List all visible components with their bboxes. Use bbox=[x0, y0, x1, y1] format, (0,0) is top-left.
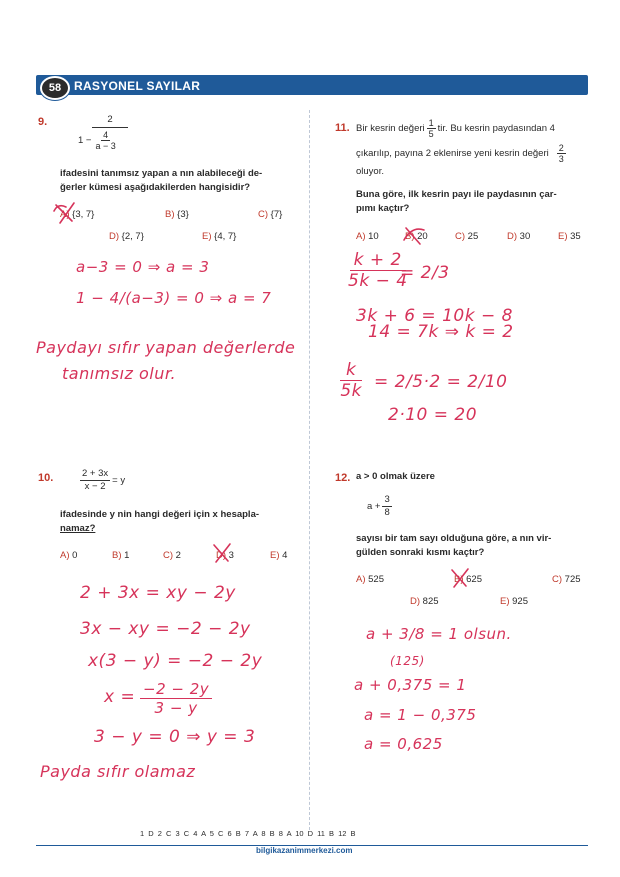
q10-answer-cross-mark bbox=[210, 541, 236, 565]
q9-answer-cross-mark bbox=[52, 199, 82, 225]
q11-option-c[interactable]: C) 25 bbox=[455, 231, 479, 242]
q11-frac1-num: 1 bbox=[428, 118, 434, 128]
q9-option-b[interactable]: B) {3} bbox=[165, 209, 189, 220]
q11-hand-frac2-den: 5k bbox=[340, 381, 363, 401]
question-11-stem bbox=[356, 118, 588, 179]
chapter-title: RASYONEL SAYILAR bbox=[74, 79, 201, 93]
q11-option-d[interactable]: D) 30 bbox=[507, 231, 531, 242]
question-9-expression bbox=[78, 114, 128, 151]
q11-hand-frac2-num: k bbox=[340, 360, 362, 381]
q12-stem-line2: gülden sonraki kısmı kaçtır? bbox=[356, 547, 485, 558]
q9-stem-line2: ğerler kümesi aşağıdakilerden hangisidir? bbox=[60, 182, 251, 193]
q11-hand-result: 2·10 = 20 bbox=[388, 405, 478, 425]
question-12-expression bbox=[367, 494, 394, 519]
question-11-question bbox=[356, 188, 588, 216]
q12-option-a[interactable]: A) 525 bbox=[356, 574, 384, 585]
answer-key: 1 D 2 C 3 C 4 A 5 C 6 B 7 A 8 B 8 A 10 D 11 B 12 B bbox=[140, 829, 356, 838]
q12-hand-line1: a + 3/8 = 1 olsun. bbox=[366, 625, 512, 643]
q9-hand-line2: 1 − 4/(a−3) = 0 ⇒ a = 7 bbox=[76, 289, 272, 307]
q10-expr-denominator: x − 2 bbox=[84, 481, 106, 492]
q9-option-d[interactable]: D) {2, 7} bbox=[109, 231, 144, 242]
q9-hand-line1: a−3 = 0 ⇒ a = 3 bbox=[76, 258, 210, 276]
footer-website: bilgikazanimmerkezi.com bbox=[256, 846, 353, 855]
question-10-stem bbox=[60, 508, 300, 536]
q10-option-d[interactable]: D) 3 bbox=[216, 550, 234, 561]
q11-hand-eq1: = 2/3 bbox=[400, 263, 450, 283]
q10-hand-frac-den: 3 − y bbox=[154, 699, 198, 717]
q10-option-b[interactable]: B) 1 bbox=[112, 550, 130, 561]
q11-option-b[interactable]: B) 20 bbox=[405, 231, 428, 242]
q12-expr-numerator: 3 bbox=[384, 494, 390, 505]
q10-expr-numerator: 2 + 3x bbox=[82, 468, 109, 479]
q12-hand-line4: a = 1 − 0,375 bbox=[364, 706, 477, 724]
q11-line1-b: tir. Bu kesrin paydasından 4 bbox=[437, 122, 555, 134]
q10-hand-line3: x(3 − y) = −2 − 2y bbox=[88, 651, 263, 671]
q11-line1-a: Bir kesrin değeri bbox=[356, 122, 425, 134]
page-number-badge: 58 bbox=[40, 76, 70, 100]
q9-expr-one-minus: 1 − bbox=[78, 135, 92, 146]
q11-question-line1: Buna göre, ilk kesrin payı ile paydasının çar- bbox=[356, 189, 557, 200]
q9-expr-numerator: 2 bbox=[92, 114, 128, 128]
q9-inner-denominator: a − 3 bbox=[95, 141, 116, 151]
q12-option-c[interactable]: C) 725 bbox=[552, 574, 581, 585]
q12-answer-cross-mark bbox=[448, 566, 474, 590]
q11-frac2-num: 2 bbox=[558, 143, 564, 153]
question-12-number: 12. bbox=[335, 472, 351, 484]
q11-option-a[interactable]: A) 10 bbox=[356, 231, 379, 242]
q11-hand-line3: 3k + 6 = 10k − 8 bbox=[356, 306, 513, 326]
q10-hand-fraction bbox=[140, 680, 212, 717]
q12-stem-line1: sayısı bir tam sayı olduğuna göre, a nın vir- bbox=[356, 533, 552, 544]
q12-hand-line2: (125) bbox=[390, 654, 425, 668]
question-12-stem bbox=[356, 532, 588, 560]
q12-hand-line3: a + 0,375 = 1 bbox=[354, 676, 467, 694]
q12-option-e[interactable]: E) 925 bbox=[500, 596, 528, 607]
q11-hand-fraction1 bbox=[348, 250, 408, 291]
question-9-stem bbox=[60, 167, 300, 195]
q11-line3: oluyor. bbox=[356, 166, 384, 177]
q11-question-line2: pımı kaçtır? bbox=[356, 203, 410, 214]
question-11-number: 11. bbox=[335, 122, 350, 134]
q11-hand-line4: 14 = 7k ⇒ k = 2 bbox=[368, 322, 514, 342]
q12-option-d[interactable]: D) 825 bbox=[410, 596, 439, 607]
q9-hand-line4: tanımsız olur. bbox=[62, 364, 177, 383]
question-10-number: 10. bbox=[38, 472, 54, 484]
q10-option-a[interactable]: A) 0 bbox=[60, 550, 78, 561]
q9-option-c[interactable]: C) {7} bbox=[258, 209, 283, 220]
q11-hand-fraction2 bbox=[340, 360, 362, 401]
q11-hand-frac1-den: 5k − 4 bbox=[348, 271, 408, 291]
column-divider bbox=[309, 110, 310, 830]
q9-stem-line1: ifadesini tanımsız yapan a nın alabileceği de- bbox=[60, 168, 263, 179]
q10-option-e[interactable]: E) 4 bbox=[270, 550, 288, 561]
q9-option-e[interactable]: E) {4, 7} bbox=[202, 231, 237, 242]
q9-option-a[interactable]: A) {3, 7} bbox=[60, 209, 95, 220]
q11-line2: çıkarılıp, payına 2 eklenirse yeni kesrin değeri bbox=[356, 147, 549, 159]
q11-answer-cross-mark bbox=[400, 224, 428, 246]
question-10-expression bbox=[78, 468, 125, 493]
q11-option-e[interactable]: E) 35 bbox=[558, 231, 581, 242]
q10-stem-line2: namaz? bbox=[60, 523, 96, 534]
q11-hand-eq2: = 2/5·2 = 2/10 bbox=[374, 372, 508, 392]
q10-option-c[interactable]: C) 2 bbox=[163, 550, 181, 561]
q10-hand-line7: Payda sıfır olamaz bbox=[40, 762, 196, 781]
q10-hand-line6: 3 − y = 0 ⇒ y = 3 bbox=[94, 727, 256, 747]
q12-hand-line5: a = 0,625 bbox=[364, 735, 443, 753]
q9-hand-line3: Paydayı sıfır yapan değerlerde bbox=[36, 338, 296, 357]
q12-expr-denominator: 8 bbox=[384, 507, 390, 518]
q12-stem-a: a > 0 olmak üzere bbox=[356, 471, 435, 482]
q10-hand-line4: x = bbox=[104, 687, 136, 707]
q10-hand-frac-num: −2 − 2y bbox=[140, 680, 212, 699]
q10-hand-line1: 2 + 3x = xy − 2y bbox=[80, 583, 236, 603]
q12-expr-lead: a + bbox=[367, 501, 381, 512]
q11-frac1-den: 5 bbox=[428, 129, 434, 139]
q11-frac2-den: 3 bbox=[558, 154, 564, 164]
q10-stem-line1: ifadesinde y nin hangi değeri için x hesapla- bbox=[60, 509, 260, 520]
q12-option-b[interactable]: B) 625 bbox=[454, 574, 482, 585]
q9-inner-numerator: 4 bbox=[103, 130, 109, 140]
q11-hand-frac1-num: k + 2 bbox=[350, 250, 406, 271]
q10-hand-line2: 3x − xy = −2 − 2y bbox=[80, 619, 251, 639]
question-9-number: 9. bbox=[38, 116, 48, 128]
q10-expr-rhs: = y bbox=[112, 475, 126, 486]
